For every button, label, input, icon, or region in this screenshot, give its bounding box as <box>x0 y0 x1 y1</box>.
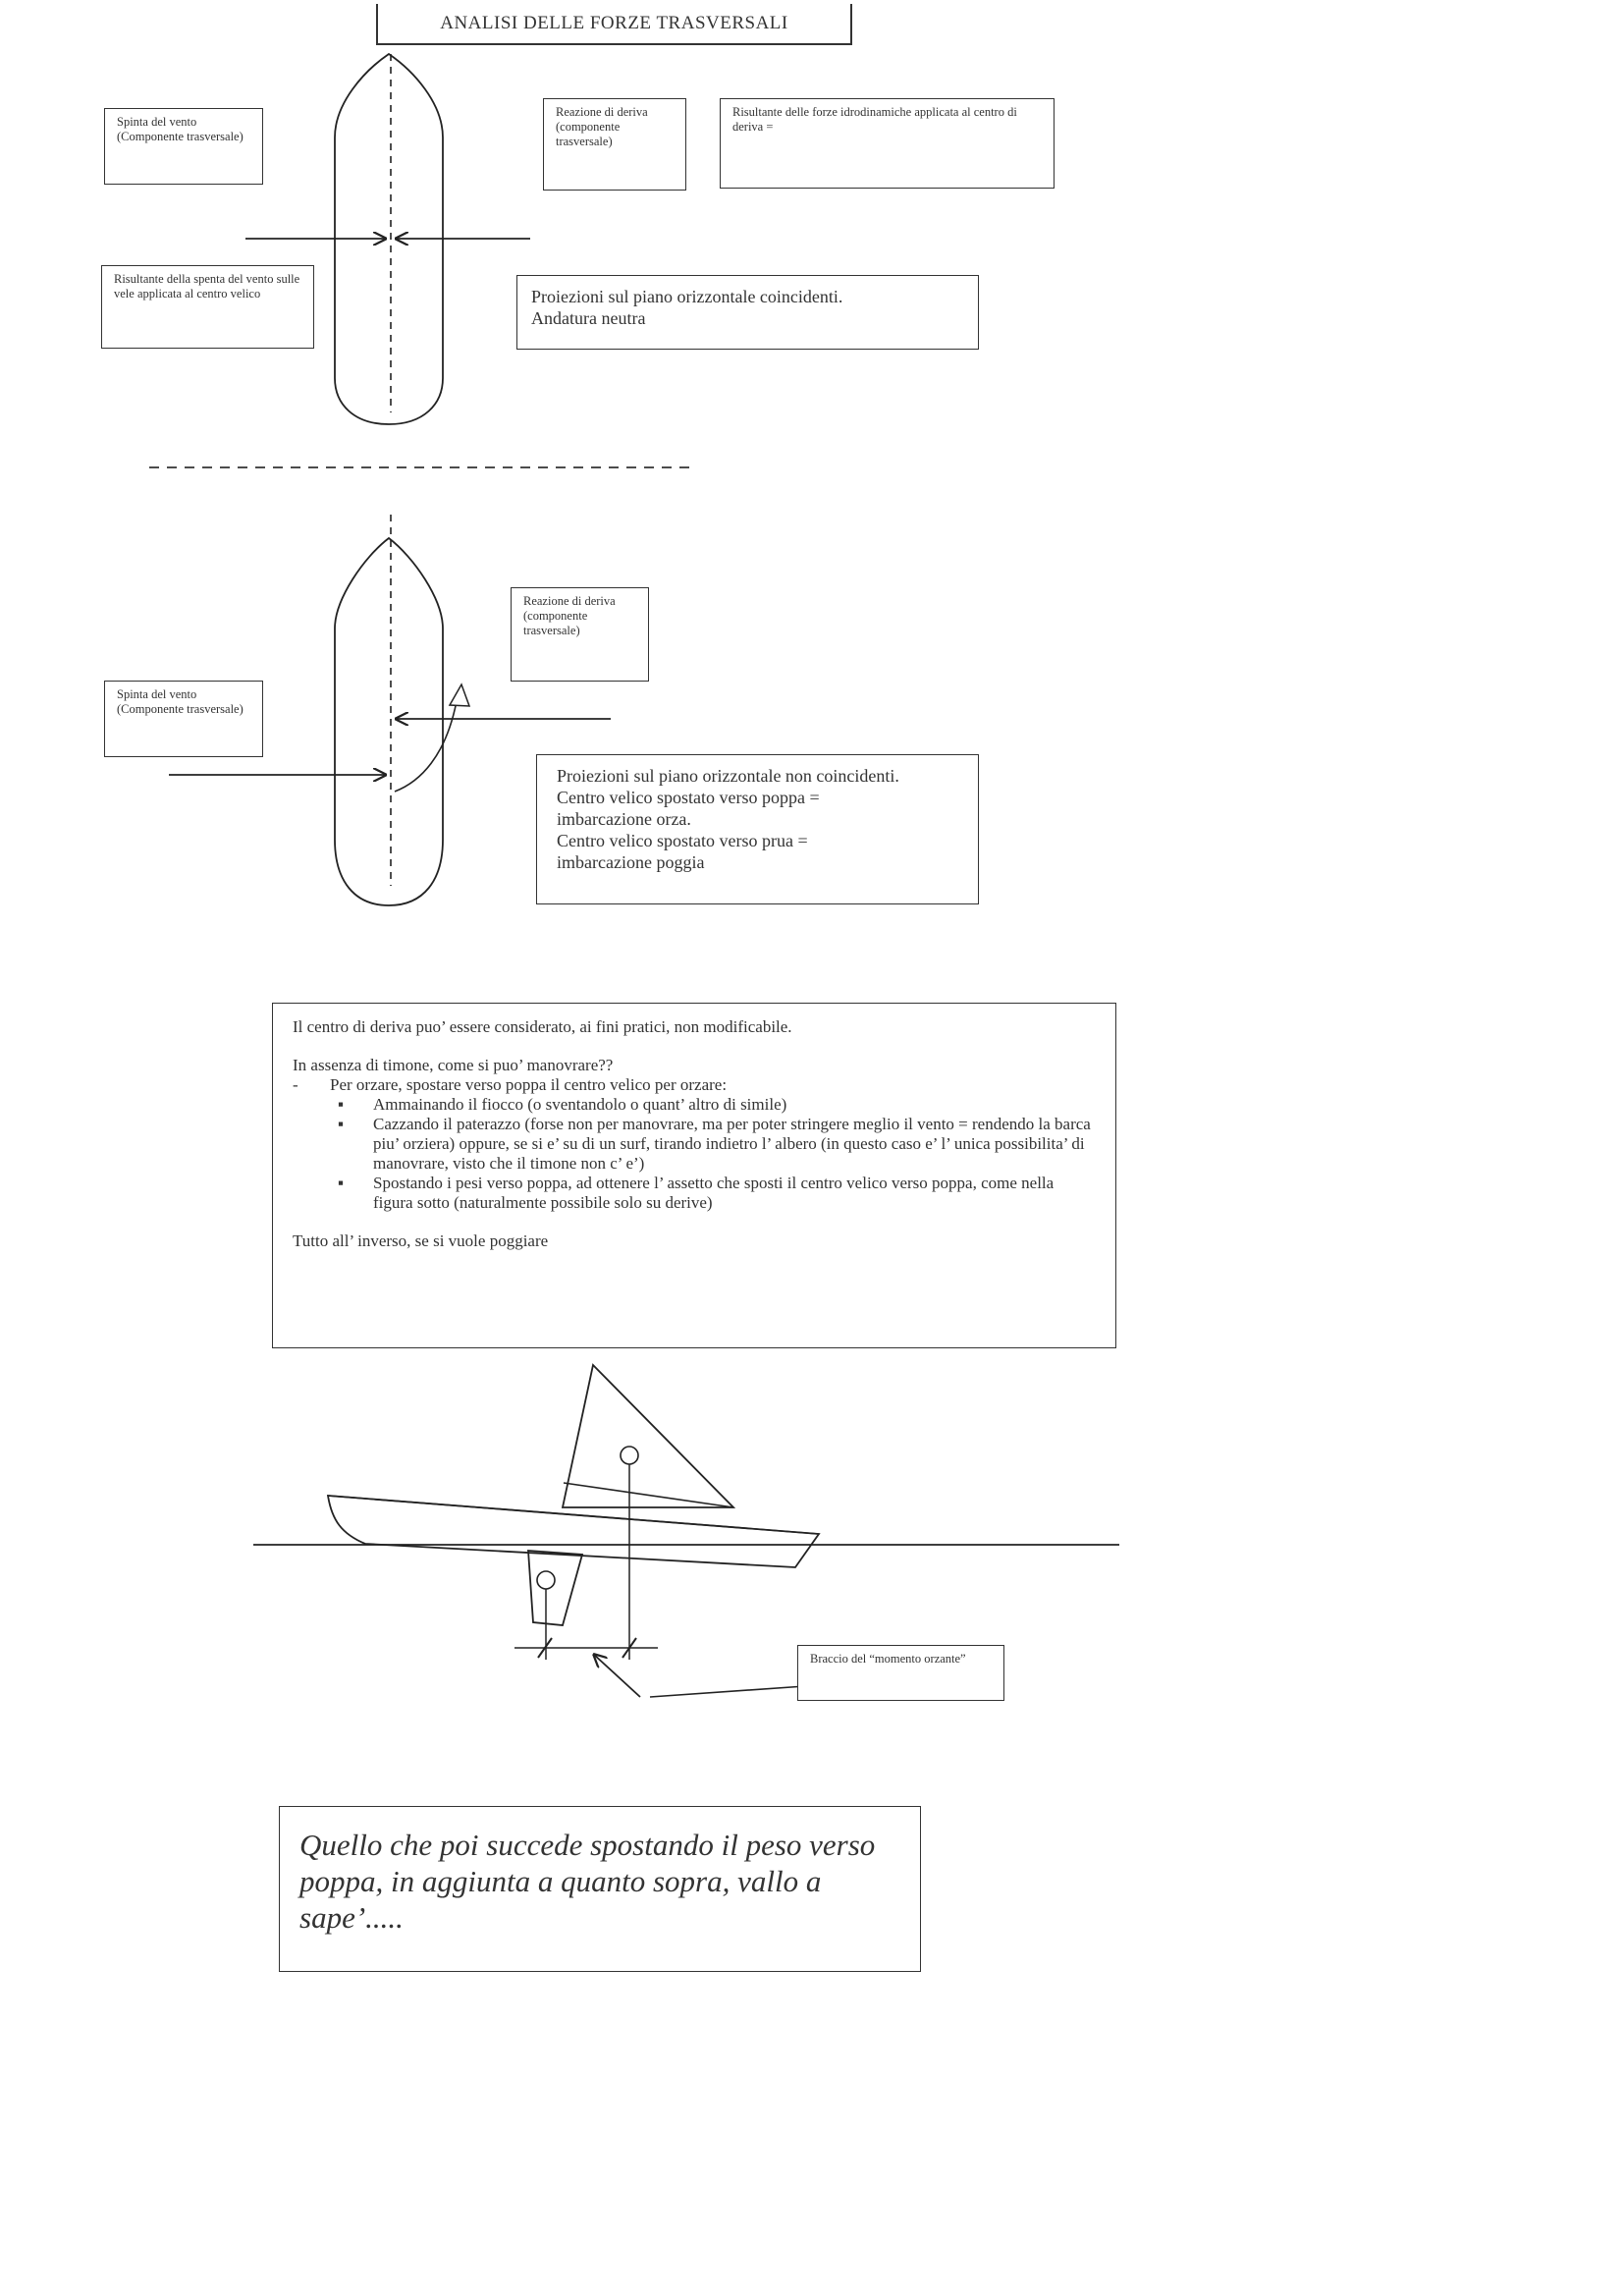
hull-outline <box>328 1496 819 1567</box>
notes-bullet-item <box>293 1174 1096 1213</box>
figure2-caption-line: imbarcazione orza. <box>557 809 691 829</box>
figure1-wind-resultant-label: Risultante della spenta del vento sulle vele applicata al centro velico <box>101 265 314 349</box>
dash-marker: - <box>293 1075 298 1094</box>
figure3-moment-arm-label: Braccio del “momento orzante” <box>797 1645 1004 1701</box>
notes-bullet-item <box>293 1095 1096 1115</box>
figure2-rotation-arrow <box>395 684 469 792</box>
figure1-caption <box>516 275 979 350</box>
notes-closing: Tutto all’ inverso, se si vuole poggiare <box>293 1231 549 1250</box>
bullet-marker: ▪ <box>338 1174 345 1192</box>
page-title: ANALISI DELLE FORZE TRASVERSALI <box>376 4 852 45</box>
drift-center-marker <box>537 1571 555 1589</box>
figure1-wind-push-label: Spinta del vento (Componente trasversale) <box>104 108 263 185</box>
figure2-caption <box>536 754 979 904</box>
figure2-caption-line: Proiezioni sul piano orizzontale non coincidenti. <box>557 766 899 786</box>
figure2-hull <box>335 538 443 905</box>
notes-bullet-item <box>293 1115 1096 1174</box>
bullet-marker: ▪ <box>338 1115 345 1133</box>
moment-arm-leader <box>650 1686 805 1697</box>
figure2-caption-line: Centro velico spostato verso prua = <box>557 831 808 850</box>
figure1-caption-line: Andatura neutra <box>531 308 646 328</box>
notes-bullet-text: Spostando i pesi verso poppa, ad ottenere l’ assetto che sposti il centro velico verso poppa, come nella figura sotto (naturalmente possibile solo su derive) <box>373 1174 1055 1212</box>
notes-bullet-text: Cazzando il paterazzo (forse non per manovrare, ma per poter stringere meglio il vento = rendendo la barca piu’ orziera) oppure, se si e’ su di un surf, tirando indietro l’ albero (in questo caso e’ l’ unica possibilita’ di manovrare, visto che il timone non c’ e’) <box>373 1115 1091 1173</box>
notes-orzare-text: Per orzare, spostare verso poppa il centro velico per orzare: <box>330 1075 728 1094</box>
notes-orzare-item <box>293 1075 1096 1095</box>
figure1-caption-line: Proiezioni sul piano orizzontale coincidenti. <box>531 287 843 306</box>
figure2-caption-line: imbarcazione poggia <box>557 852 705 872</box>
figure2-caption-line: Centro velico spostato verso poppa = <box>557 788 820 807</box>
moment-arm-pointer <box>593 1654 640 1697</box>
hull-deck <box>328 1496 819 1534</box>
notes-question: In assenza di timone, come si puo’ manovrare?? <box>293 1056 614 1074</box>
notes-bullet-text: Ammainando il fiocco (o sventandolo o quant’ altro di simile) <box>373 1095 787 1114</box>
centerboard <box>528 1551 582 1625</box>
figure1-drift-reaction-label: Reazione di deriva (componente trasversale) <box>543 98 686 191</box>
bullet-marker: ▪ <box>338 1095 345 1114</box>
sail-center-marker <box>621 1447 638 1464</box>
notes-box <box>272 1003 1116 1348</box>
closing-note: Quello che poi succede spostando il peso verso poppa, in aggiunta a quanto sopra, vallo a sape’..... <box>279 1806 921 1972</box>
figure2-wind-push-label: Spinta del vento (Componente trasversale) <box>104 681 263 757</box>
boom <box>564 1483 733 1507</box>
figure2-drift-reaction-label: Reazione di deriva (componente trasversale) <box>511 587 649 682</box>
notes-intro: Il centro di deriva puo’ essere considerato, ai fini pratici, non modificabile. <box>293 1017 792 1036</box>
figure1-hydro-resultant-label: Risultante delle forze idrodinamiche applicata al centro di deriva = <box>720 98 1055 189</box>
